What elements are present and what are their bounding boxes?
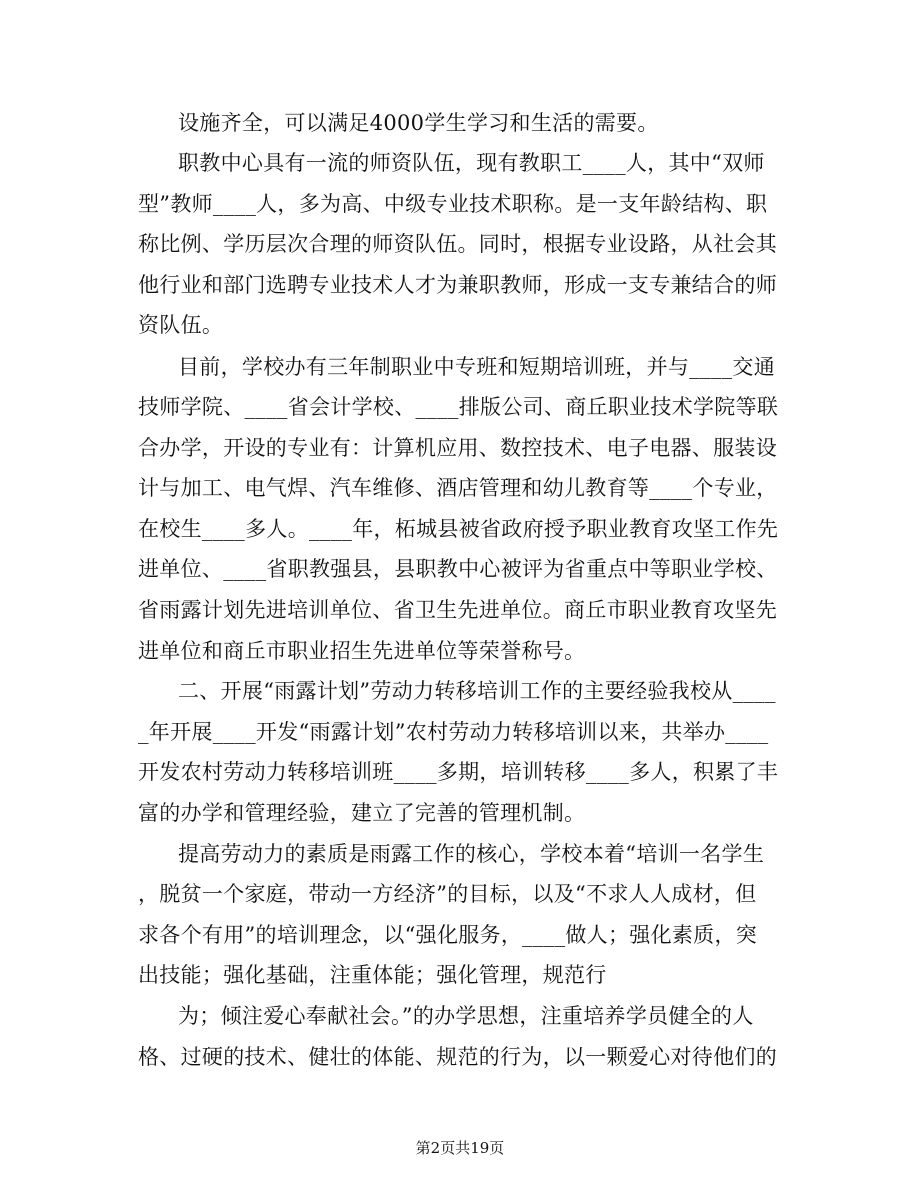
text-line-22: 出技能；强化基础，注重体能；强化管理，规范行 [138,963,607,987]
text-line-5: 他行业和部门选聘专业技术人才为兼职教师，形成一支专兼结合的师 [138,273,777,297]
page-number-footer: 第2页共19页 [415,1139,505,1157]
text-line-20: ，脱贫一个家庭，带动一方经济”的目标，以及“不求人人成材，但 [138,882,757,906]
text-line-3: 型”教师____人，多为高、中级专业技术职称。是一支年龄结构、职 [138,192,768,216]
text-line-7: 目前，学校办有三年制职业中专班和短期培训班，并与____交通 [178,355,775,379]
text-line-21: 求各个有用”的培训理念，以“强化服务，____做人；强化素质，突 [138,923,758,947]
text-line-11: 在校生____多人。____年，柘城县被省政府授予职业教育攻坚工作先 [138,517,779,541]
text-line-9: 合办学，开设的专业有：计算机应用、数控技术、电子电器、服装设 [138,436,777,460]
text-line-8: 技师学院、____省会计学校、____排版公司、商丘职业技术学院等联 [138,395,779,419]
text-line-15: 二、开展“雨露计划”劳动力转移培训工作的主要经验我校从____ [178,679,776,703]
text-line-18: 富的办学和管理经验，建立了完善的管理机制。 [138,801,586,825]
text-line-2: 职教中心具有一流的师资队伍，现有教职工____人，其中“双师 [178,151,765,175]
text-line-13: 省雨露计划先进培训单位、省卫生先进单位。商丘市职业教育攻坚先 [138,598,777,622]
text-line-19: 提高劳动力的素质是雨露工作的核心，学校本着“培训一名学生 [178,842,765,866]
text-line-12: 进单位、____省职教强县，县职教中心被评为省重点中等职业学校、 [138,557,778,581]
text-line-14: 进单位和商丘市职业招生先进单位等荣誉称号。 [138,639,586,663]
text-line-17: 开发农村劳动力转移培训班____多期，培训转移____多人，积累了丰 [138,760,779,784]
text-line-10: 计与加工、电气焊、汽车维修、酒店管理和幼儿教育等____个专业， [138,476,778,500]
text-line-16: _年开展____开发“雨露计划”农村劳动力转移培训以来，共举办____ [138,720,769,744]
text-line-24: 格、过硬的技术、健壮的体能、规范的行为，以一颗爱心对待他们的 [138,1045,777,1069]
text-line-23: 为；倾注爱心奉献社会。”的办学思想，注重培养学员健全的人 [178,1004,754,1028]
text-line-4: 称比例、学历层次合理的师资队伍。同时，根据专业设路，从社会其 [138,232,777,256]
text-line-6: 资队伍。 [138,313,224,337]
text-line-1: 设施齐全，可以满足4000学生学习和生活的需要。 [178,111,659,135]
